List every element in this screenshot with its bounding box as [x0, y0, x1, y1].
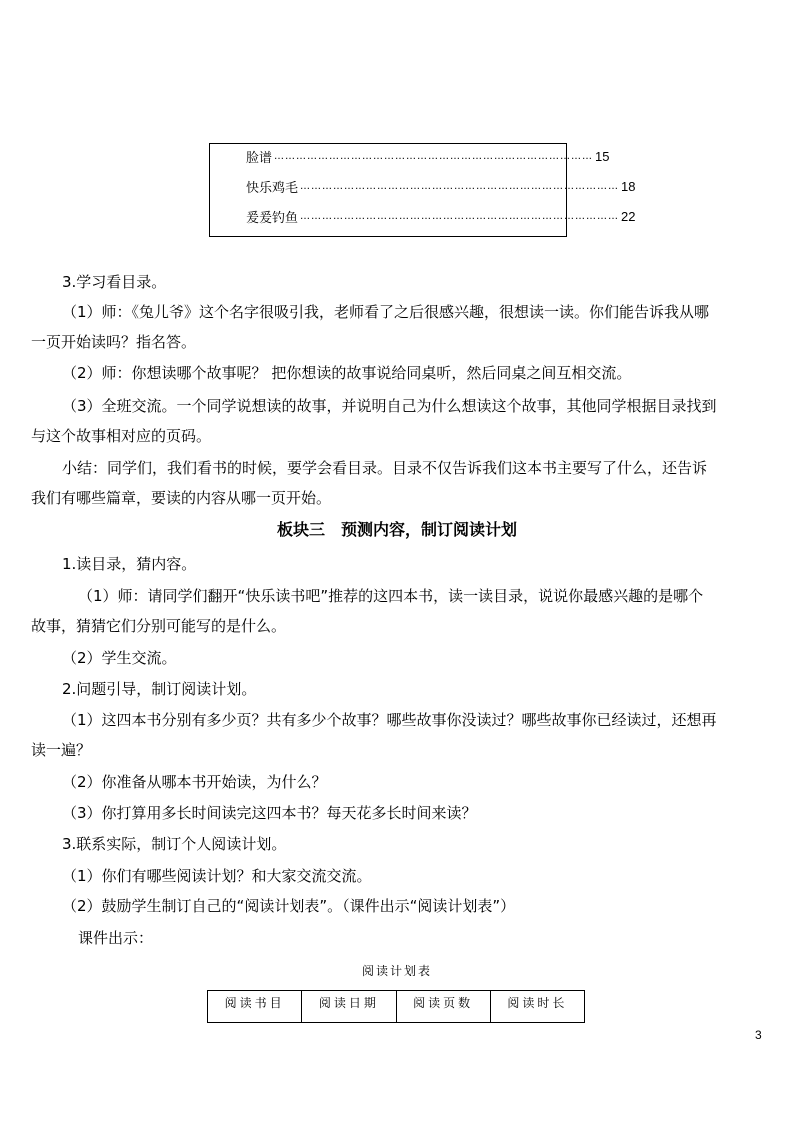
- toc-page: 22: [621, 208, 636, 224]
- toc-title: 爰爰钓鱼: [246, 210, 299, 226]
- paragraph-line: 一页开始读吗？指名答。: [31, 333, 197, 351]
- table-header-row: [208, 991, 585, 1023]
- paragraph-line: 小结：同学们，我们看书的时候，要学会看目录。目录不仅告诉我们这本书主要写了什么，还告诉: [62, 459, 708, 477]
- paragraph-line: （3）你打算用多长时间读完这四本书？每天花多长时间来读？: [62, 804, 477, 822]
- toc-leader: ……………………………………………………………………………: [274, 150, 594, 162]
- toc-title: 快乐鸡毛: [246, 180, 299, 196]
- paragraph-line: （2）师：你想读哪个故事呢？ 把你想读的故事说给同桌听，然后同桌之间互相交流。: [62, 364, 632, 382]
- list-item: 2.问题引导，制订阅读计划。: [62, 680, 257, 698]
- paragraph-line: （1）你们有哪些阅读计划？和大家交流交流。: [62, 867, 372, 885]
- table-header-cell: 阅读时长: [490, 991, 584, 1023]
- list-item: 3.联系实际，制订个人阅读计划。: [62, 835, 287, 853]
- toc-entry: [246, 176, 636, 196]
- page-number: 3: [755, 1028, 762, 1042]
- toc-entry: [246, 206, 636, 226]
- paragraph-line: （2）学生交流。: [62, 649, 177, 667]
- paragraph-line: （2）鼓励学生制订自己的“阅读计划表”。（课件出示“阅读计划表”）: [62, 897, 516, 915]
- toc-page: 15: [595, 148, 610, 164]
- paragraph-line: 读一遍？: [31, 741, 92, 759]
- table-header-cell: 阅读日期: [302, 991, 396, 1023]
- paragraph-line: （3）全班交流。一个同学说想读的故事，并说明自己为什么想读这个故事，其他同学根据目录找到: [62, 397, 717, 415]
- paragraph-line: （1）这四本书分别有多少页？共有多少个故事？哪些故事你没读过？哪些故事你已经读过，还想再: [62, 711, 717, 729]
- paragraph-line: （1）师：《兔儿爷》这个名字很吸引我，老师看了之后很感兴趣，很想读一读。你们能告诉我从哪: [62, 303, 710, 321]
- toc-page: 18: [621, 178, 636, 194]
- table-header-cell: 阅读页数: [396, 991, 490, 1023]
- toc-title: 脸谱: [246, 150, 273, 166]
- list-item: 1.读目录，猜内容。: [62, 555, 197, 573]
- table-caption: 阅读计划表: [361, 964, 432, 978]
- table-of-contents: [209, 143, 636, 237]
- toc-leader: ……………………………………………………………………………: [300, 210, 620, 222]
- paragraph-line: 课件出示：: [78, 929, 154, 947]
- reading-plan-table: [207, 990, 585, 1023]
- paragraph-line: （2）你准备从哪本书开始读，为什么？: [62, 773, 327, 791]
- list-item: 3.学习看目录。: [62, 273, 167, 291]
- paragraph-line: 我们有哪些篇章，要读的内容从哪一页开始。: [31, 489, 332, 507]
- toc-entry: [246, 146, 610, 166]
- toc-leader: ……………………………………………………………………………: [300, 180, 620, 192]
- section-heading: 板块三 预测内容，制订阅读计划: [276, 520, 517, 539]
- table-header-cell: 阅读书目: [208, 991, 302, 1023]
- paragraph-line: 故事，猜猜它们分别可能写的是什么。: [31, 617, 287, 635]
- paragraph-line: （1）师：请同学们翻开“快乐读书吧”推荐的这四本书，读一读目录，说说你最感兴趣的是哪个: [78, 587, 704, 605]
- paragraph-line: 与这个故事相对应的页码。: [31, 427, 212, 445]
